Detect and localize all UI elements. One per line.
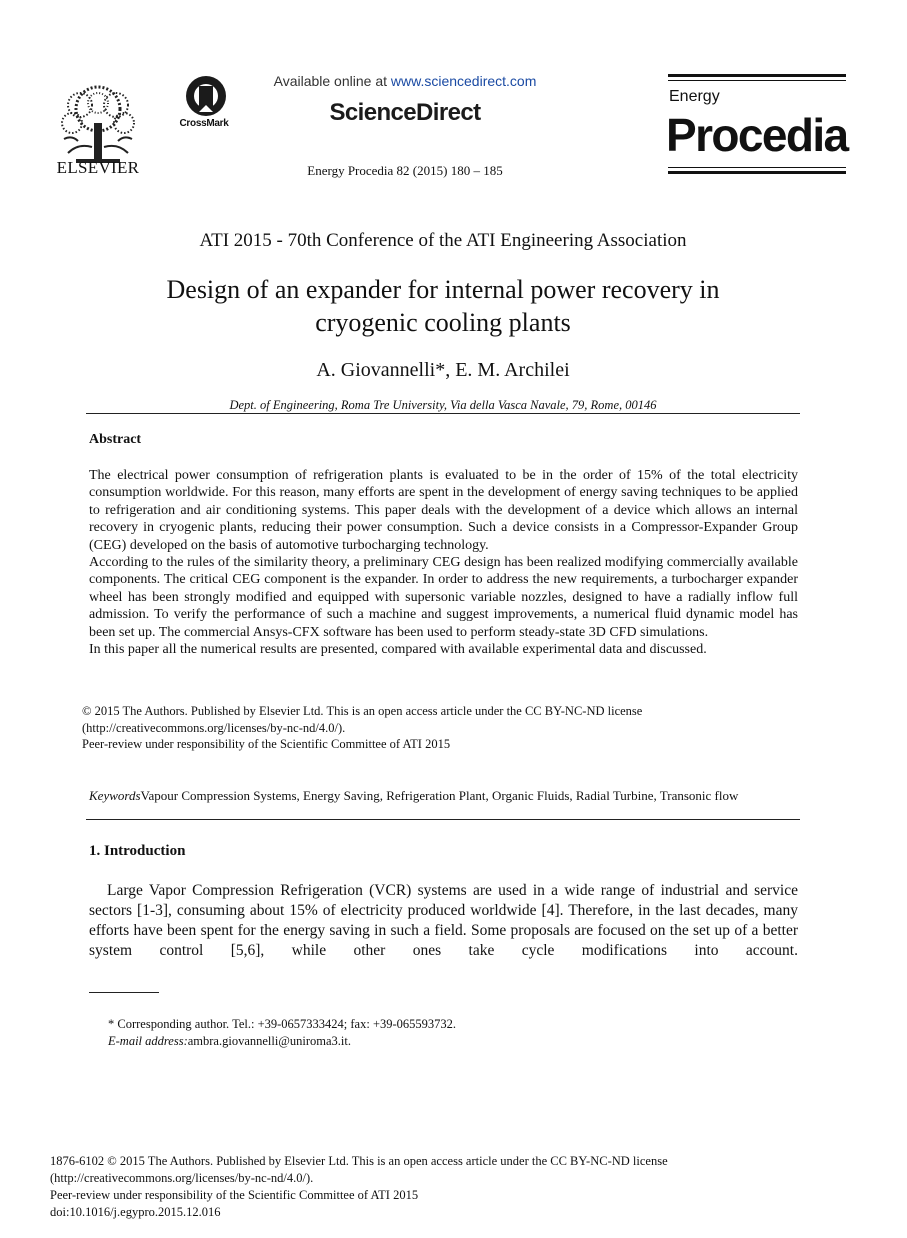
brand-rule-bottom bbox=[668, 171, 846, 174]
license-notice bbox=[82, 703, 802, 753]
peer-review-line: Peer-review under responsibility of the Scientific Committee of ATI 2015 bbox=[50, 1188, 419, 1202]
conference-name: ATI 2015 - 70th Conference of the ATI Engineering Association bbox=[199, 230, 687, 251]
issn-license-line: 1876-6102 © 2015 The Authors. Published by Elsevier Ltd. This is an open access article under the CC BY-NC-ND license bbox=[50, 1154, 668, 1168]
journal-reference: Energy Procedia 82 (2015) 180 – 185 bbox=[307, 163, 503, 178]
section-heading: 1. Introduction bbox=[89, 843, 186, 859]
sciencedirect-link[interactable]: www.sciencedirect.com bbox=[390, 73, 537, 89]
divider bbox=[86, 819, 800, 820]
license-link[interactable]: (http://creativecommons.org/licenses/by-nc-nd/4.0/). bbox=[50, 1171, 314, 1185]
brand-rule-top-thin bbox=[668, 80, 846, 81]
brand-rule-bottom-thin bbox=[668, 167, 846, 168]
keywords-text: Vapour Compression Systems, Energy Saving, Refrigeration Plant, Organic Fluids, Radial Turbine, Transonic flow bbox=[140, 788, 739, 803]
author-list: A. Giovannelli*, E. M. Archilei bbox=[316, 359, 570, 381]
abstract-paragraph: According to the rules of the similarity theory, a preliminary CEG design has been realized modifying commercially available components. The critical CEG component is the expander. In order to address the new requirements, a turbocharger expander wheel has been strongly modified and equipped with supersonic variable nozzles, designed to have a radially inflow full admission. To verify the performance of such a machine and suggest improvements, a numerical fluid dynamic model has been set up. The commercial Ansys-CFX software has been used to perform steady-state 3D CFD simulations. bbox=[89, 555, 798, 640]
keywords bbox=[89, 788, 809, 804]
doi[interactable]: doi:10.1016/j.egypro.2015.12.016 bbox=[50, 1205, 221, 1219]
available-prefix: Available online at bbox=[273, 73, 391, 89]
license-line: © 2015 The Authors. Published by Elsevier Ltd. This is an open access article under the CC BY-NC-ND license bbox=[82, 704, 643, 718]
affiliation: Dept. of Engineering, Roma Tre University, Via della Vasca Navale, 79, Rome, 00146 bbox=[229, 398, 657, 412]
email-address[interactable]: ambra.giovannelli@uniroma3.it. bbox=[187, 1033, 351, 1048]
sciencedirect-wordmark: ScienceDirect bbox=[329, 99, 481, 126]
journal-brand-main: Procedia bbox=[666, 109, 848, 161]
divider bbox=[86, 413, 800, 414]
title-line: Design of an expander for internal power recovery in bbox=[166, 275, 720, 304]
license-link[interactable]: (http://creativecommons.org/licenses/by-nc-nd/4.0/). bbox=[82, 720, 346, 735]
publication-info bbox=[50, 1153, 850, 1221]
abstract-paragraph: The electrical power consumption of refrigeration plants is evaluated to be in the order of 15% of the total electricity consumption worldwide. For this reason, many efforts are spent in the development of energy saving techniques to be applied to refrigeration and air conditioning systems. This paper deals with the development of a device which allows an internal recovery in cryogenic plants, reducing their power consumption. Such a device consists in a Compressor-Expander Group (CEG) developed on the basis of automotive turbocharging technology. bbox=[89, 468, 798, 553]
publisher-wordmark: ELSEVIER bbox=[56, 158, 140, 177]
abstract-heading: Abstract bbox=[89, 432, 142, 447]
email-label: E-mail address: bbox=[108, 1033, 188, 1048]
footnote-rule bbox=[89, 992, 159, 993]
abstract-paragraph: In this paper all the numerical results are presented, compared with available experimental data and discussed. bbox=[89, 642, 707, 658]
journal-brand-top: Energy bbox=[669, 88, 720, 105]
corresponding-author: * Corresponding author. Tel.: +39-0657333424; fax: +39-065593732. bbox=[108, 1017, 457, 1031]
available-online-line bbox=[230, 73, 580, 89]
crossmark-label: CrossMark bbox=[179, 118, 229, 129]
footnote bbox=[108, 1016, 808, 1049]
paper-title bbox=[60, 273, 826, 339]
abstract-body bbox=[89, 467, 798, 658]
intro-paragraph: Large Vapor Compression Refrigeration (VCR) systems are used in a wide range of industrial and service sectors [1-3], consuming about 15% of electricity produced worldwide [4]. Therefore, in the last decades, many efforts have been spent for the energy saving in such a field. Some proposals are focused on the set up of a better system control [5,6], while other ones take cycle modifications into account. bbox=[89, 882, 798, 959]
title-line: cryogenic cooling plants bbox=[315, 308, 571, 337]
email-line bbox=[108, 1033, 808, 1050]
brand-rule-top bbox=[668, 74, 846, 77]
keywords-label: Keywords bbox=[89, 788, 141, 803]
peer-review-line: Peer-review under responsibility of the Scientific Committee of ATI 2015 bbox=[82, 737, 451, 751]
